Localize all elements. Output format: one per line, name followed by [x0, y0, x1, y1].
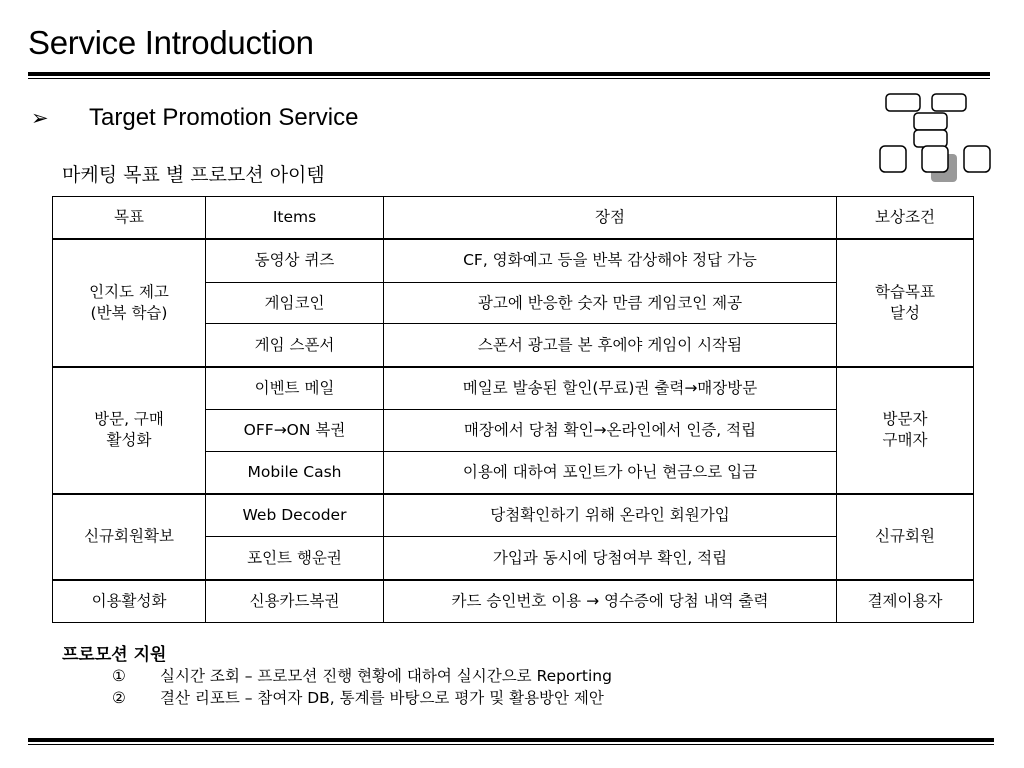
goal-cell: 이용활성화 — [53, 580, 206, 623]
advantage-cell: 매장에서 당첨 확인→온라인에서 인증, 적립 — [384, 409, 837, 451]
page-title: Service Introduction — [28, 24, 314, 61]
reward-cell: 학습목표 달성 — [837, 239, 974, 366]
section-title: Target Promotion Service — [89, 104, 359, 131]
support-item-number: ② — [112, 689, 126, 707]
advantage-cell: 당첨확인하기 위해 온라인 회원가입 — [384, 494, 837, 537]
table-row — [53, 239, 974, 282]
title-rule-thick — [28, 72, 990, 76]
goal-cell: 인지도 제고 (반복 학습) — [53, 239, 206, 366]
item-cell: 포인트 행운권 — [206, 537, 384, 580]
advantage-cell: 가입과 동시에 당첨여부 확인, 적립 — [384, 537, 837, 580]
advantage-cell: 광고에 반응한 숫자 만큼 게임코인 제공 — [384, 282, 837, 324]
advantage-cell: 이용에 대하여 포인트가 아닌 현금으로 입금 — [384, 451, 837, 494]
support-item-text: 결산 리포트 – 참여자 DB, 통계를 바탕으로 평가 및 활용방안 제안 — [160, 689, 604, 707]
item-cell: 게임코인 — [206, 282, 384, 324]
advantage-cell: 카드 승인번호 이용 → 영수증에 당첨 내역 출력 — [384, 580, 837, 623]
item-cell: 동영상 퀴즈 — [206, 239, 384, 282]
footer-rule-thin — [28, 744, 994, 745]
advantage-cell: 메일로 발송된 할인(무료)권 출력→매장방문 — [384, 367, 837, 410]
item-cell: 신용카드복권 — [206, 580, 384, 623]
item-cell: Web Decoder — [206, 494, 384, 537]
rounded-squares-logo-icon — [870, 88, 1000, 184]
support-heading: 프로모션 지원 — [62, 645, 167, 665]
table-header-row — [53, 197, 974, 240]
footer-rule-thick — [28, 738, 994, 742]
title-rule-thin — [28, 78, 990, 79]
support-list-item — [112, 687, 612, 709]
item-cell: OFF→ON 복권 — [206, 409, 384, 451]
item-cell: 이벤트 메일 — [206, 367, 384, 410]
support-list-item — [112, 665, 612, 687]
support-list — [112, 665, 612, 709]
header-items: Items — [206, 197, 384, 240]
table-row — [53, 367, 974, 410]
table-caption: 마케팅 목표 별 프로모션 아이템 — [62, 164, 325, 186]
header-goal: 목표 — [53, 197, 206, 240]
advantage-cell: 스폰서 광고를 본 후에야 게임이 시작됨 — [384, 324, 837, 367]
promotion-items-table — [52, 196, 974, 623]
bullet-arrow-icon: ➢ — [31, 106, 49, 130]
goal-cell: 방문, 구매 활성화 — [53, 367, 206, 494]
support-item-number: ① — [112, 667, 126, 685]
header-reward: 보상조건 — [837, 197, 974, 240]
item-cell: Mobile Cash — [206, 451, 384, 494]
reward-cell: 결제이용자 — [837, 580, 974, 623]
reward-cell: 신규회원 — [837, 494, 974, 580]
goal-cell: 신규회원확보 — [53, 494, 206, 580]
item-cell: 게임 스폰서 — [206, 324, 384, 367]
advantage-cell: CF, 영화예고 등을 반복 감상해야 정답 가능 — [384, 239, 837, 282]
support-item-text: 실시간 조회 – 프로모션 진행 현황에 대하여 실시간으로 Reporting — [160, 667, 612, 685]
header-advantage: 장점 — [384, 197, 837, 240]
table-row — [53, 494, 974, 537]
reward-cell: 방문자 구매자 — [837, 367, 974, 494]
table-row — [53, 580, 974, 623]
